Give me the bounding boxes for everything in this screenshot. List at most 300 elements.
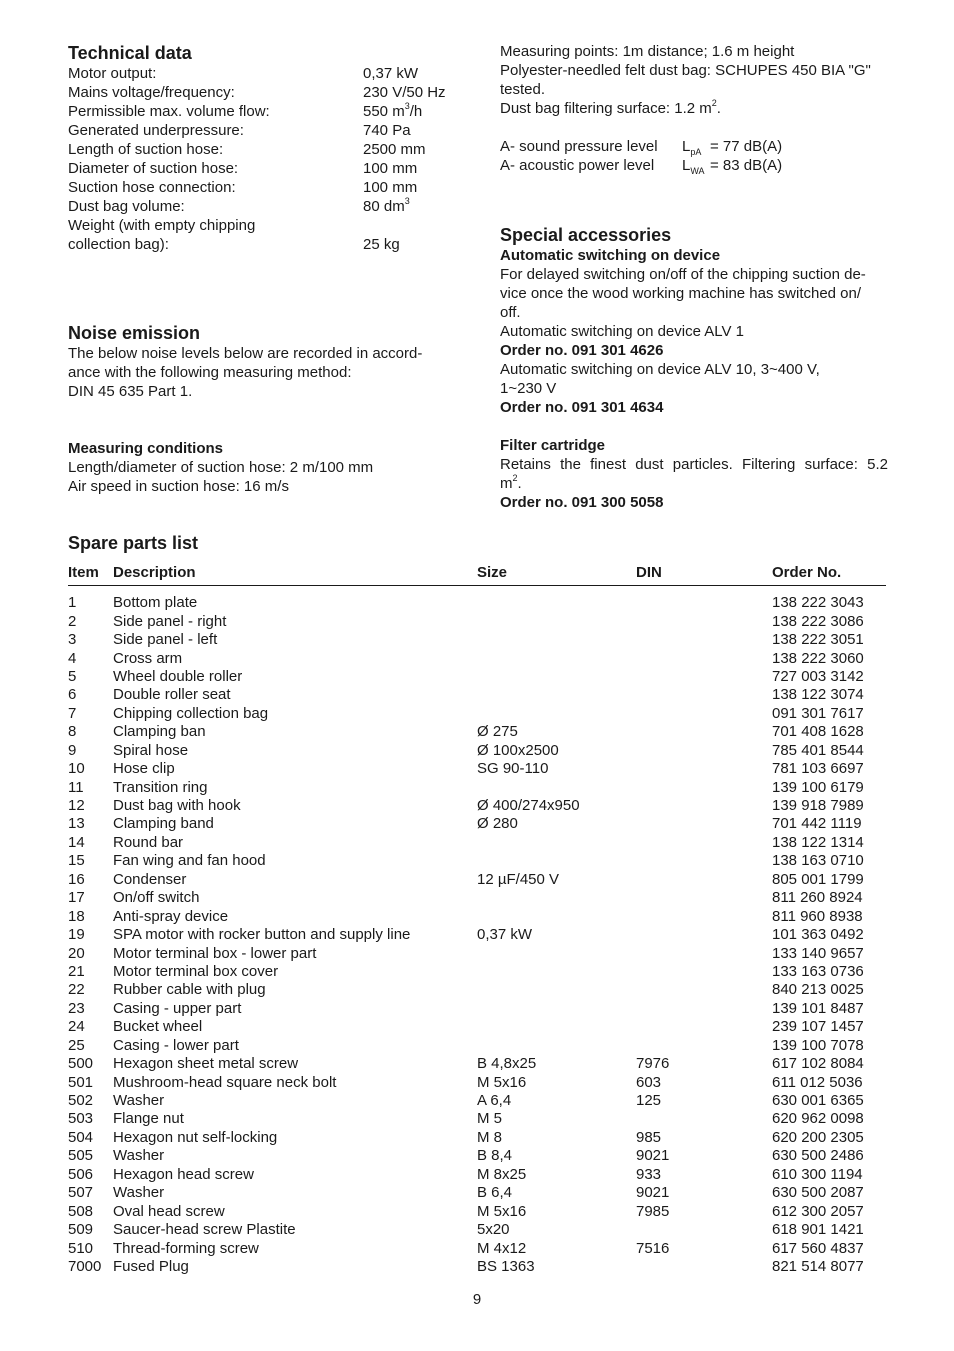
- item-order-no: 139 101 8487: [772, 999, 864, 1017]
- item-description: Casing - lower part: [113, 1036, 239, 1054]
- alv1-order: Order no. 091 301 4626: [500, 342, 664, 359]
- item-din: [636, 834, 772, 852]
- symbol-sub: pA: [690, 147, 702, 157]
- item-din: [636, 1110, 772, 1128]
- measuring-condition: Length/diameter of suction hose: 2 m/100 mm: [68, 459, 374, 476]
- table-row: [68, 668, 886, 686]
- item-din: [636, 1000, 772, 1018]
- item-size: [477, 889, 636, 907]
- item-order-no: 620 200 2305: [772, 1128, 864, 1146]
- item-size: [477, 944, 636, 962]
- item-number: 8: [68, 723, 77, 741]
- item-size: [477, 852, 636, 870]
- item-size: [477, 981, 636, 999]
- left-column: [68, 42, 468, 496]
- item-size: [477, 705, 636, 723]
- tech-row: [68, 178, 468, 197]
- spare-parts-section: [68, 532, 886, 1276]
- item-order-no: 701 408 1628: [772, 723, 864, 741]
- item-number: 22: [68, 981, 85, 999]
- item-order-no: 610 300 1194: [772, 1165, 863, 1183]
- auto-switch-text: [500, 265, 888, 322]
- tech-value: [363, 102, 422, 121]
- item-number: 501: [68, 1073, 94, 1091]
- item-description: Bucket wheel: [113, 1018, 203, 1036]
- tech-row: [68, 197, 468, 216]
- item-number: 2: [68, 612, 77, 630]
- item-number: 500: [68, 1055, 94, 1073]
- filtering-surface-sup: 2: [711, 98, 717, 108]
- item-din: [636, 1221, 772, 1239]
- item-din: [636, 871, 772, 889]
- table-row: [68, 1000, 886, 1018]
- sound-pressure-value: = 77 dB(A): [710, 138, 783, 155]
- tech-value: 25 kg: [363, 236, 400, 253]
- tech-label: Suction hose connection:: [68, 179, 236, 196]
- tech-value: [363, 197, 410, 216]
- table-row: [68, 1110, 886, 1128]
- filtering-surface: [500, 99, 888, 118]
- technical-data-heading: Technical data: [68, 43, 192, 63]
- item-order-no: 133 163 0736: [772, 962, 864, 980]
- item-number: 21: [68, 962, 85, 980]
- item-size: M 5x16: [477, 1073, 527, 1091]
- item-description: Clamping ban: [113, 723, 206, 741]
- item-order-no: 840 213 0025: [772, 981, 864, 999]
- item-number: 11: [68, 778, 84, 796]
- item-din: 933: [636, 1165, 662, 1183]
- item-description: Hexagon head screw: [113, 1165, 254, 1183]
- table-header-row: [68, 563, 886, 586]
- item-number: 504: [68, 1128, 94, 1146]
- table-row: [68, 742, 886, 760]
- item-description: Dust bag with hook: [113, 797, 241, 815]
- item-order-no: 805 001 1799: [772, 870, 864, 888]
- table-row: [68, 686, 886, 704]
- auto-switch-heading: Automatic switching on device: [500, 247, 721, 264]
- item-order-no: 620 962 0098: [772, 1110, 864, 1128]
- item-size: [477, 1000, 636, 1018]
- table-row: [68, 797, 886, 815]
- tech-label: Generated underpressure:: [68, 122, 244, 139]
- filter-sup: 2: [512, 473, 518, 483]
- table-row: [68, 586, 886, 613]
- table-row: [68, 1239, 886, 1257]
- tech-value: 0,37 kW: [363, 65, 419, 82]
- item-size: Ø 280: [477, 815, 518, 833]
- item-size: 0,37 kW: [477, 926, 533, 944]
- item-description: Thread-forming screw: [113, 1239, 259, 1257]
- item-din: [636, 631, 772, 649]
- item-size: Ø 100x2500: [477, 741, 559, 759]
- item-size: [477, 686, 636, 704]
- symbol-sub: WA: [690, 166, 705, 176]
- item-order-no: 612 300 2057: [772, 1202, 864, 1220]
- filtering-surface-tail: .: [716, 100, 721, 117]
- table-row: [68, 778, 886, 796]
- tech-value-main: 550 m: [363, 103, 405, 120]
- table-row: [68, 1202, 886, 1220]
- alv10-text: Automatic switching on device ALV 10, 3~400 V,: [500, 361, 820, 378]
- item-description: Bottom plate: [113, 594, 198, 612]
- item-din: [636, 1258, 772, 1276]
- table-row: [68, 760, 886, 778]
- item-size: M 8x25: [477, 1165, 527, 1183]
- table-row: [68, 649, 886, 667]
- item-description: Hexagon sheet metal screw: [113, 1055, 299, 1073]
- item-size: [477, 963, 636, 981]
- technical-data-list: [68, 64, 468, 254]
- item-order-no: 630 001 6365: [772, 1092, 864, 1110]
- item-order-no: 781 103 6697: [772, 760, 864, 778]
- item-order-no: 727 003 3142: [772, 667, 864, 685]
- item-size: 12 µF/450 V: [477, 870, 560, 888]
- item-size: Ø 400/274x950: [477, 797, 580, 815]
- tech-row: [68, 216, 468, 235]
- tech-value: 230 V/50 Hz: [363, 84, 446, 101]
- spare-parts-table: [68, 563, 886, 1276]
- item-din: [636, 586, 772, 613]
- special-accessories-heading: Special accessories: [500, 225, 672, 245]
- item-size: [477, 631, 636, 649]
- item-order-no: 630 500 2087: [772, 1184, 864, 1202]
- item-size: [477, 649, 636, 667]
- table-row: [68, 944, 886, 962]
- table-row: [68, 1221, 886, 1239]
- dust-bag-text: tested.: [500, 81, 546, 98]
- item-order-no: 138 122 3074: [772, 686, 864, 704]
- auto-switch-line: vice once the wood working machine has switched on/: [500, 285, 862, 302]
- item-number: 503: [68, 1110, 94, 1128]
- item-din: 985: [636, 1128, 662, 1146]
- item-description: Cross arm: [113, 649, 183, 667]
- tech-value: 2500 mm: [363, 141, 426, 158]
- item-order-no: 139 918 7989: [772, 797, 864, 815]
- item-order-no: 139 100 6179: [772, 778, 864, 796]
- item-order-no: 239 107 1457: [772, 1018, 864, 1036]
- item-din: 7976: [636, 1055, 670, 1073]
- tech-label: collection bag):: [68, 236, 169, 253]
- item-description: Saucer-head screw Plastite: [113, 1221, 296, 1239]
- item-description: Rubber cable with plug: [113, 981, 266, 999]
- item-number: 506: [68, 1165, 94, 1183]
- item-order-no: 138 222 3060: [772, 649, 864, 667]
- item-number: 10: [68, 760, 85, 778]
- table-row: [68, 871, 886, 889]
- item-number: 18: [68, 907, 85, 925]
- item-description: Condenser: [113, 870, 187, 888]
- item-size: 5x20: [477, 1221, 510, 1239]
- tech-row: [68, 140, 468, 159]
- tech-row: [68, 64, 468, 83]
- item-din: [636, 612, 772, 630]
- filter-order: Order no. 091 300 5058: [500, 494, 664, 511]
- item-order-no: 785 401 8544: [772, 741, 864, 759]
- sound-pressure-row: [500, 137, 888, 156]
- item-description: Spiral hose: [113, 741, 189, 759]
- noise-emission-heading: Noise emission: [68, 323, 201, 343]
- tech-row: [68, 121, 468, 140]
- measuring-conditions-heading: Measuring conditions: [68, 440, 224, 457]
- item-din: [636, 815, 772, 833]
- item-din: [636, 907, 772, 925]
- item-description: Clamping band: [113, 815, 214, 833]
- table-row: [68, 926, 886, 944]
- table-row: [68, 889, 886, 907]
- item-description: SPA motor with rocker button and supply line: [113, 926, 411, 944]
- item-din: 7985: [636, 1202, 670, 1220]
- item-description: On/off switch: [113, 889, 200, 907]
- item-size: [477, 834, 636, 852]
- tech-row: [68, 235, 468, 254]
- item-description: Round bar: [113, 833, 184, 851]
- item-number: 507: [68, 1184, 94, 1202]
- item-din: [636, 797, 772, 815]
- item-din: [636, 705, 772, 723]
- item-description: Oval head screw: [113, 1202, 225, 1220]
- item-size: M 8: [477, 1128, 503, 1146]
- item-number: 13: [68, 815, 85, 833]
- tech-value: 100 mm: [363, 160, 418, 177]
- item-size: Ø 275: [477, 723, 518, 741]
- item-order-no: 617 102 8084: [772, 1055, 864, 1073]
- item-description: Fan wing and fan hood: [113, 852, 266, 870]
- item-number: 23: [68, 999, 85, 1017]
- tech-value-sup: 3: [404, 196, 410, 206]
- tech-label: Motor output:: [68, 65, 157, 82]
- table-row: [68, 1018, 886, 1036]
- item-description: Side panel - right: [113, 612, 227, 630]
- tech-value-tail: /h: [409, 103, 423, 120]
- item-number: 12: [68, 797, 85, 815]
- tech-value: 740 Pa: [363, 122, 411, 139]
- item-din: [636, 852, 772, 870]
- item-din: [636, 981, 772, 999]
- table-row: [68, 981, 886, 999]
- item-number: 19: [68, 926, 85, 944]
- table-row: [68, 1184, 886, 1202]
- item-size: [477, 1037, 636, 1055]
- item-number: 6: [68, 686, 77, 704]
- item-size: [477, 1018, 636, 1036]
- table-row: [68, 1073, 886, 1091]
- table-row: [68, 1129, 886, 1147]
- item-din: [636, 778, 772, 796]
- item-size: [477, 586, 636, 613]
- item-description: Hexagon nut self-locking: [113, 1128, 278, 1146]
- item-number: 510: [68, 1239, 94, 1257]
- tech-label: Dust bag volume:: [68, 198, 185, 215]
- table-row: [68, 834, 886, 852]
- table-row: [68, 815, 886, 833]
- item-din: [636, 1037, 772, 1055]
- item-size: SG 90-110: [477, 760, 549, 778]
- item-number: 9: [68, 741, 77, 759]
- tech-label: Weight (with empty chipping: [68, 217, 256, 234]
- table-row: [68, 631, 886, 649]
- item-number: 7: [68, 704, 77, 722]
- item-description: Wheel double roller: [113, 667, 243, 685]
- item-din: 9021: [636, 1184, 670, 1202]
- item-size: BS 1363: [477, 1257, 535, 1275]
- item-din: [636, 723, 772, 741]
- item-description: Motor terminal box - lower part: [113, 944, 317, 962]
- item-description: Flange nut: [113, 1110, 184, 1128]
- item-size: [477, 907, 636, 925]
- item-order-no: 091 301 7617: [772, 704, 864, 722]
- noise-text-line: The below noise levels below are recorded in accord-: [68, 345, 423, 362]
- filter-tail: .: [517, 475, 522, 492]
- item-number: 24: [68, 1018, 85, 1036]
- item-description: Washer: [113, 1147, 165, 1165]
- item-size: B 8,4: [477, 1147, 513, 1165]
- item-description: Motor terminal box cover: [113, 962, 279, 980]
- item-size: [477, 668, 636, 686]
- item-din: [636, 963, 772, 981]
- table-row: [68, 963, 886, 981]
- item-din: [636, 668, 772, 686]
- table-row: [68, 723, 886, 741]
- auto-switch-line: off.: [500, 304, 521, 321]
- tech-label: Diameter of suction hose:: [68, 160, 239, 177]
- item-din: 9021: [636, 1147, 670, 1165]
- item-order-no: 138 163 0710: [772, 852, 864, 870]
- table-row: [68, 612, 886, 630]
- item-din: [636, 944, 772, 962]
- item-number: 4: [68, 649, 77, 667]
- item-number: 3: [68, 631, 77, 649]
- item-order-no: 138 122 1314: [772, 833, 864, 851]
- item-order-no: 701 442 1119: [772, 815, 862, 833]
- item-number: 20: [68, 944, 85, 962]
- item-order-no: 139 100 7078: [772, 1036, 864, 1054]
- item-description: Fused Plug: [113, 1257, 189, 1275]
- header-size: Size: [477, 564, 508, 581]
- noise-method: DIN 45 635 Part 1.: [68, 383, 193, 400]
- tech-label: Permissible max. volume flow:: [68, 103, 270, 120]
- sound-pressure-symbol: [682, 137, 701, 156]
- item-din: [636, 926, 772, 944]
- item-din: 7516: [636, 1239, 670, 1257]
- item-order-no: 611 012 5036: [772, 1073, 863, 1091]
- measuring-condition: Air speed in suction hose: 16 m/s: [68, 478, 289, 495]
- item-order-no: 630 500 2486: [772, 1147, 864, 1165]
- tech-label: Mains voltage/frequency:: [68, 84, 235, 101]
- item-number: 25: [68, 1036, 85, 1054]
- table-row: [68, 1147, 886, 1165]
- item-din: [636, 760, 772, 778]
- item-description: Double roller seat: [113, 686, 231, 704]
- tech-label: Length of suction hose:: [68, 141, 224, 158]
- page-number: 9: [472, 1291, 482, 1308]
- item-size: [477, 778, 636, 796]
- item-number: 14: [68, 833, 85, 851]
- item-number: 505: [68, 1147, 94, 1165]
- item-size: B 6,4: [477, 1184, 513, 1202]
- item-number: 17: [68, 889, 85, 907]
- item-description: Transition ring: [113, 778, 208, 796]
- item-din: [636, 889, 772, 907]
- item-size: B 4,8x25: [477, 1055, 537, 1073]
- filter-text: Retains the finest dust particles. Filtering surface: 5.2: [500, 456, 888, 473]
- header-din: DIN: [636, 564, 662, 581]
- item-order-no: 618 901 1421: [772, 1221, 864, 1239]
- symbol-letter: L: [682, 157, 691, 174]
- item-order-no: 617 560 4837: [772, 1239, 864, 1257]
- item-description: Anti-spray device: [113, 907, 229, 925]
- item-order-no: 138 222 3051: [772, 631, 864, 649]
- measuring-points: Measuring points: 1m distance; 1.6 m height: [500, 43, 795, 60]
- tech-value: 100 mm: [363, 179, 418, 196]
- item-order-no: 821 514 8077: [772, 1257, 864, 1275]
- item-description: Hose clip: [113, 760, 175, 778]
- tech-row: [68, 102, 468, 121]
- item-description: Mushroom-head square neck bolt: [113, 1073, 337, 1091]
- item-size: M 4x12: [477, 1239, 527, 1257]
- item-size: M 5x16: [477, 1202, 527, 1220]
- item-number: 1: [68, 594, 77, 612]
- symbol-letter: L: [682, 138, 691, 155]
- filtering-surface-main: Dust bag filtering surface: 1.2 m: [500, 100, 712, 117]
- alv10-text: 1~230 V: [500, 380, 557, 397]
- table-row: [68, 852, 886, 870]
- header-order-no: Order No.: [772, 564, 842, 581]
- spare-parts-heading: Spare parts list: [68, 533, 199, 553]
- acoustic-power-row: [500, 156, 888, 175]
- tech-row: [68, 159, 468, 178]
- table-row: [68, 1258, 886, 1276]
- item-description: Casing - upper part: [113, 999, 242, 1017]
- filter-cartridge-heading: Filter cartridge: [500, 437, 606, 454]
- item-number: 509: [68, 1221, 94, 1239]
- table-row: [68, 1037, 886, 1055]
- item-number: 502: [68, 1092, 94, 1110]
- table-row: [68, 1055, 886, 1073]
- acoustic-power-symbol: [682, 156, 705, 175]
- item-size: A 6,4: [477, 1092, 512, 1110]
- item-description: Washer: [113, 1092, 165, 1110]
- tech-value-main: 80 dm: [363, 198, 405, 215]
- alv1-text: Automatic switching on device ALV 1: [500, 323, 745, 340]
- item-number: 15: [68, 852, 85, 870]
- item-din: [636, 649, 772, 667]
- auto-switch-line: For delayed switching on/off of the chipping suction de-: [500, 266, 866, 283]
- filter-unit: m: [500, 475, 513, 492]
- item-order-no: 138 222 3086: [772, 612, 864, 630]
- item-order-no: 138 222 3043: [772, 594, 864, 612]
- item-description: Chipping collection bag: [113, 704, 269, 722]
- table-row: [68, 1166, 886, 1184]
- tech-value-sup: 3: [404, 101, 410, 111]
- noise-text: [68, 344, 468, 401]
- item-order-no: 133 140 9657: [772, 944, 864, 962]
- item-din: [636, 686, 772, 704]
- header-item: Item: [68, 564, 99, 581]
- item-description: Washer: [113, 1184, 165, 1202]
- item-description: Side panel - left: [113, 631, 218, 649]
- sound-pressure-label: A- sound pressure level: [500, 138, 658, 155]
- alv10-order: Order no. 091 301 4634: [500, 399, 664, 416]
- item-size: M 5: [477, 1110, 503, 1128]
- item-din: [636, 1018, 772, 1036]
- table-row: [68, 907, 886, 925]
- tech-row: [68, 83, 468, 102]
- item-din: 603: [636, 1073, 662, 1091]
- spare-parts-body: [68, 586, 886, 1277]
- dust-bag-text: Polyester-needled felt dust bag: SCHUPES 450 BIA "G": [500, 62, 871, 79]
- acoustic-power-value: = 83 dB(A): [710, 157, 783, 174]
- noise-text-line: ance with the following measuring method:: [68, 364, 352, 381]
